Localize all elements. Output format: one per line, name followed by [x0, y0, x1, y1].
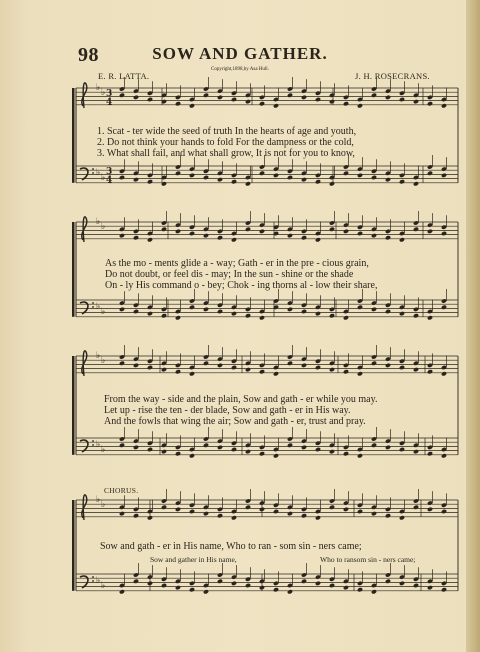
note-head	[315, 581, 321, 586]
note-head	[231, 179, 237, 184]
note-head	[371, 175, 377, 180]
note-head	[315, 179, 321, 184]
note-head	[175, 101, 181, 106]
note-head	[217, 445, 223, 450]
page-number: 98	[78, 44, 99, 66]
note-head	[385, 363, 391, 368]
note-head	[371, 93, 377, 98]
note-head	[259, 229, 265, 234]
note-head	[399, 581, 405, 586]
note-head	[385, 95, 391, 100]
note-head	[203, 589, 209, 594]
note-head	[217, 235, 223, 240]
note-head	[343, 101, 349, 106]
note-head	[427, 507, 433, 512]
note-head	[203, 443, 209, 448]
note-head	[175, 315, 181, 320]
note-head	[175, 585, 181, 590]
note-head	[371, 511, 377, 516]
note-head	[203, 307, 209, 312]
note-head	[147, 581, 153, 586]
lyric-line: On - ly His command o - bey; Chok - ing thorns al - low their share,	[105, 280, 378, 291]
lyric-line: 2. Do not think your hands to fold For the dampness or the cold,	[97, 137, 354, 148]
note-head	[189, 103, 195, 108]
note-head	[217, 579, 223, 584]
note-head	[427, 229, 433, 234]
note-head	[119, 233, 125, 238]
note-head	[245, 227, 251, 232]
note-head	[175, 507, 181, 512]
note-head	[203, 361, 209, 366]
composer-credit: J. H. ROSECRANS.	[355, 71, 430, 81]
note-head	[147, 179, 153, 184]
treble-clef	[82, 351, 87, 376]
note-head	[399, 97, 405, 102]
lyric-line: From the way - side and the plain, Sow and gath - er while you may.	[104, 394, 378, 405]
note-head	[231, 515, 237, 520]
note-head	[399, 365, 405, 370]
note-head	[371, 307, 377, 312]
note-head	[329, 505, 335, 510]
note-head	[231, 581, 237, 586]
note-head	[441, 231, 447, 236]
flat-sign: ♭	[101, 445, 106, 455]
note-head	[245, 583, 251, 588]
note-head	[441, 371, 447, 376]
lyric-line: As the mo - ments glide a - way; Gath - er in the pre - cious grain,	[105, 258, 369, 269]
note-head	[441, 173, 447, 178]
note-head	[413, 181, 419, 186]
note-head	[385, 235, 391, 240]
note-head	[315, 97, 321, 102]
bass-clef-dot	[92, 302, 94, 304]
note-head	[119, 511, 125, 516]
note-head	[133, 235, 139, 240]
note-head	[203, 175, 209, 180]
note-head	[147, 365, 153, 370]
note-head	[385, 177, 391, 182]
time-signature: 3	[106, 89, 113, 99]
note-head	[217, 513, 223, 518]
note-head	[357, 453, 363, 458]
note-head	[371, 233, 377, 238]
note-head	[147, 237, 153, 242]
note-head	[427, 369, 433, 374]
note-head	[315, 515, 321, 520]
time-signature: 4	[106, 97, 113, 108]
note-head	[119, 361, 125, 366]
note-head	[245, 99, 251, 104]
flat-sign: ♭	[96, 302, 101, 312]
note-head	[287, 175, 293, 180]
note-head	[287, 589, 293, 594]
note-head	[231, 447, 237, 452]
note-head	[245, 367, 251, 372]
note-head	[231, 311, 237, 316]
lyric-line: 3. What shall fail, and what shall grow, It is not for you to know,	[97, 148, 355, 159]
note-head	[343, 507, 349, 512]
note-head	[413, 99, 419, 104]
note-head	[371, 443, 377, 448]
note-head	[203, 233, 209, 238]
note-head	[399, 311, 405, 316]
note-head	[329, 449, 335, 454]
flat-sign: ♭	[96, 168, 101, 178]
note-head	[147, 515, 153, 520]
note-head	[315, 365, 321, 370]
note-head	[175, 369, 181, 374]
note-head	[259, 101, 265, 106]
note-head	[119, 175, 125, 180]
chorus-label: CHORUS.	[104, 486, 139, 495]
note-head	[427, 171, 433, 176]
note-head	[245, 313, 251, 318]
bass-clef	[80, 576, 88, 588]
system-brace	[72, 356, 75, 455]
lyric-line: 1. Scat - ter wide the seed of truth In the hearts of age and youth,	[97, 126, 357, 137]
bass-clef-dot	[92, 580, 94, 582]
note-head	[287, 511, 293, 516]
note-head	[161, 313, 167, 318]
note-head	[161, 367, 167, 372]
note-head	[259, 171, 265, 176]
note-head	[259, 585, 265, 590]
note-head	[301, 513, 307, 518]
note-head	[273, 173, 279, 178]
flat-sign: ♭	[101, 173, 106, 183]
note-head	[385, 445, 391, 450]
note-head	[301, 95, 307, 100]
flat-sign: ♭	[101, 222, 106, 232]
note-head	[357, 587, 363, 592]
bass-clef	[80, 440, 88, 452]
note-head	[217, 177, 223, 182]
note-head	[161, 227, 167, 232]
bass-clef-dot	[92, 444, 94, 446]
bass-clef	[80, 302, 88, 314]
note-head	[287, 233, 293, 238]
note-head	[329, 313, 335, 318]
note-head	[217, 363, 223, 368]
note-head	[133, 579, 139, 584]
note-head	[315, 237, 321, 242]
flat-sign: ♭	[101, 500, 106, 510]
note-head	[203, 93, 209, 98]
flat-sign: ♭	[101, 356, 106, 366]
note-head	[427, 585, 433, 590]
note-head	[259, 315, 265, 320]
note-head	[413, 449, 419, 454]
note-head	[357, 305, 363, 310]
flat-sign: ♭	[96, 576, 101, 586]
note-head	[119, 93, 125, 98]
note-head	[287, 307, 293, 312]
time-signature: 3	[106, 167, 113, 177]
note-head	[119, 307, 125, 312]
note-head	[441, 453, 447, 458]
note-head	[343, 171, 349, 176]
system-brace	[72, 88, 75, 183]
chorus-bass-lyric: Sow and gather in His name,	[150, 555, 237, 564]
note-head	[441, 103, 447, 108]
bass-clef-dot	[92, 306, 94, 308]
note-head	[189, 305, 195, 310]
note-head	[273, 587, 279, 592]
note-head	[147, 97, 153, 102]
note-head	[147, 447, 153, 452]
note-head	[189, 587, 195, 592]
note-head	[343, 585, 349, 590]
lyric-line: Do not doubt, or feel dis - may; In the sun - shine or the shade	[105, 269, 354, 280]
flat-sign: ♭	[96, 495, 101, 505]
chorus-lyric-line: Sow and gath - er in His name, Who to ran - som sin - ners came;	[100, 541, 362, 552]
flat-sign: ♭	[96, 83, 101, 93]
note-head	[119, 589, 125, 594]
note-head	[399, 447, 405, 452]
note-head	[273, 103, 279, 108]
flat-sign: ♭	[101, 581, 106, 591]
note-head	[175, 451, 181, 456]
note-head	[385, 309, 391, 314]
note-head	[329, 99, 335, 104]
note-head	[329, 181, 335, 186]
note-head	[231, 97, 237, 102]
note-head	[329, 367, 335, 372]
system-brace	[72, 222, 75, 317]
note-head	[189, 371, 195, 376]
note-head	[399, 179, 405, 184]
note-head	[217, 309, 223, 314]
note-head	[371, 589, 377, 594]
note-head	[133, 177, 139, 182]
note-head	[427, 315, 433, 320]
note-head	[301, 177, 307, 182]
note-head	[385, 513, 391, 518]
bass-clef-dot	[92, 440, 94, 442]
flat-sign: ♭	[101, 88, 106, 98]
note-head	[343, 451, 349, 456]
note-head	[231, 237, 237, 242]
note-head	[343, 315, 349, 320]
bass-clef-dot	[92, 168, 94, 170]
lyric-line: And the fowls that wing the air; Sow and gath - er, trust and pray.	[104, 416, 366, 427]
note-head	[287, 93, 293, 98]
copyright-notice: Copyright,1898,by Asa Hull.	[211, 67, 269, 72]
note-head	[161, 505, 167, 510]
note-head	[259, 507, 265, 512]
treble-clef	[82, 217, 87, 242]
time-signature: 4	[106, 175, 113, 186]
flat-sign: ♭	[96, 351, 101, 361]
note-head	[343, 369, 349, 374]
note-head	[427, 101, 433, 106]
note-head	[133, 445, 139, 450]
flat-sign: ♭	[96, 217, 101, 227]
song-title: SOW AND GATHER.	[152, 44, 328, 63]
note-head	[357, 231, 363, 236]
note-head	[413, 583, 419, 588]
note-head	[301, 579, 307, 584]
note-head	[413, 505, 419, 510]
bass-clef-dot	[92, 576, 94, 578]
note-head	[245, 181, 251, 186]
note-head	[287, 443, 293, 448]
note-head	[329, 583, 335, 588]
note-head	[259, 369, 265, 374]
flat-sign: ♭	[96, 440, 101, 450]
note-head	[189, 231, 195, 236]
note-head	[119, 443, 125, 448]
note-head	[427, 451, 433, 456]
note-head	[441, 509, 447, 514]
lyricist-credit: E. R. LATTA.	[98, 71, 150, 81]
treble-clef	[82, 495, 87, 520]
note-head	[161, 449, 167, 454]
note-head	[273, 371, 279, 376]
note-head	[203, 511, 209, 516]
note-head	[133, 513, 139, 518]
note-head	[399, 515, 405, 520]
note-head	[273, 453, 279, 458]
note-head	[147, 311, 153, 316]
note-head	[357, 371, 363, 376]
note-head	[189, 453, 195, 458]
note-head	[301, 235, 307, 240]
note-head	[189, 173, 195, 178]
note-head	[301, 445, 307, 450]
treble-clef	[82, 83, 87, 108]
note-head	[371, 361, 377, 366]
note-head	[133, 95, 139, 100]
bass-clef	[80, 168, 88, 180]
note-head	[189, 509, 195, 514]
note-head	[245, 449, 251, 454]
note-head	[315, 447, 321, 452]
note-head	[413, 367, 419, 372]
note-head	[329, 227, 335, 232]
note-head	[399, 237, 405, 242]
note-head	[413, 227, 419, 232]
bass-clef-dot	[92, 172, 94, 174]
note-head	[385, 579, 391, 584]
note-head	[441, 587, 447, 592]
note-head	[287, 361, 293, 366]
chorus-bass-lyric: Who to ransom sin - ners came;	[320, 555, 416, 564]
note-head	[245, 505, 251, 510]
note-head	[273, 509, 279, 514]
flat-sign: ♭	[101, 307, 106, 317]
note-head	[357, 509, 363, 514]
note-head	[413, 313, 419, 318]
note-head	[133, 309, 139, 314]
system-brace	[72, 500, 75, 591]
note-head	[315, 311, 321, 316]
note-head	[441, 305, 447, 310]
lyric-line: Let up - rise the ten - der blade, Sow and gath - er in His way.	[104, 405, 351, 416]
note-head	[301, 309, 307, 314]
note-head	[301, 363, 307, 368]
note-head	[259, 451, 265, 456]
note-head	[343, 229, 349, 234]
note-head	[357, 103, 363, 108]
note-head	[133, 363, 139, 368]
note-head	[217, 95, 223, 100]
note-head	[357, 173, 363, 178]
note-head	[231, 365, 237, 370]
note-head	[161, 583, 167, 588]
note-head	[175, 171, 181, 176]
note-head	[175, 229, 181, 234]
